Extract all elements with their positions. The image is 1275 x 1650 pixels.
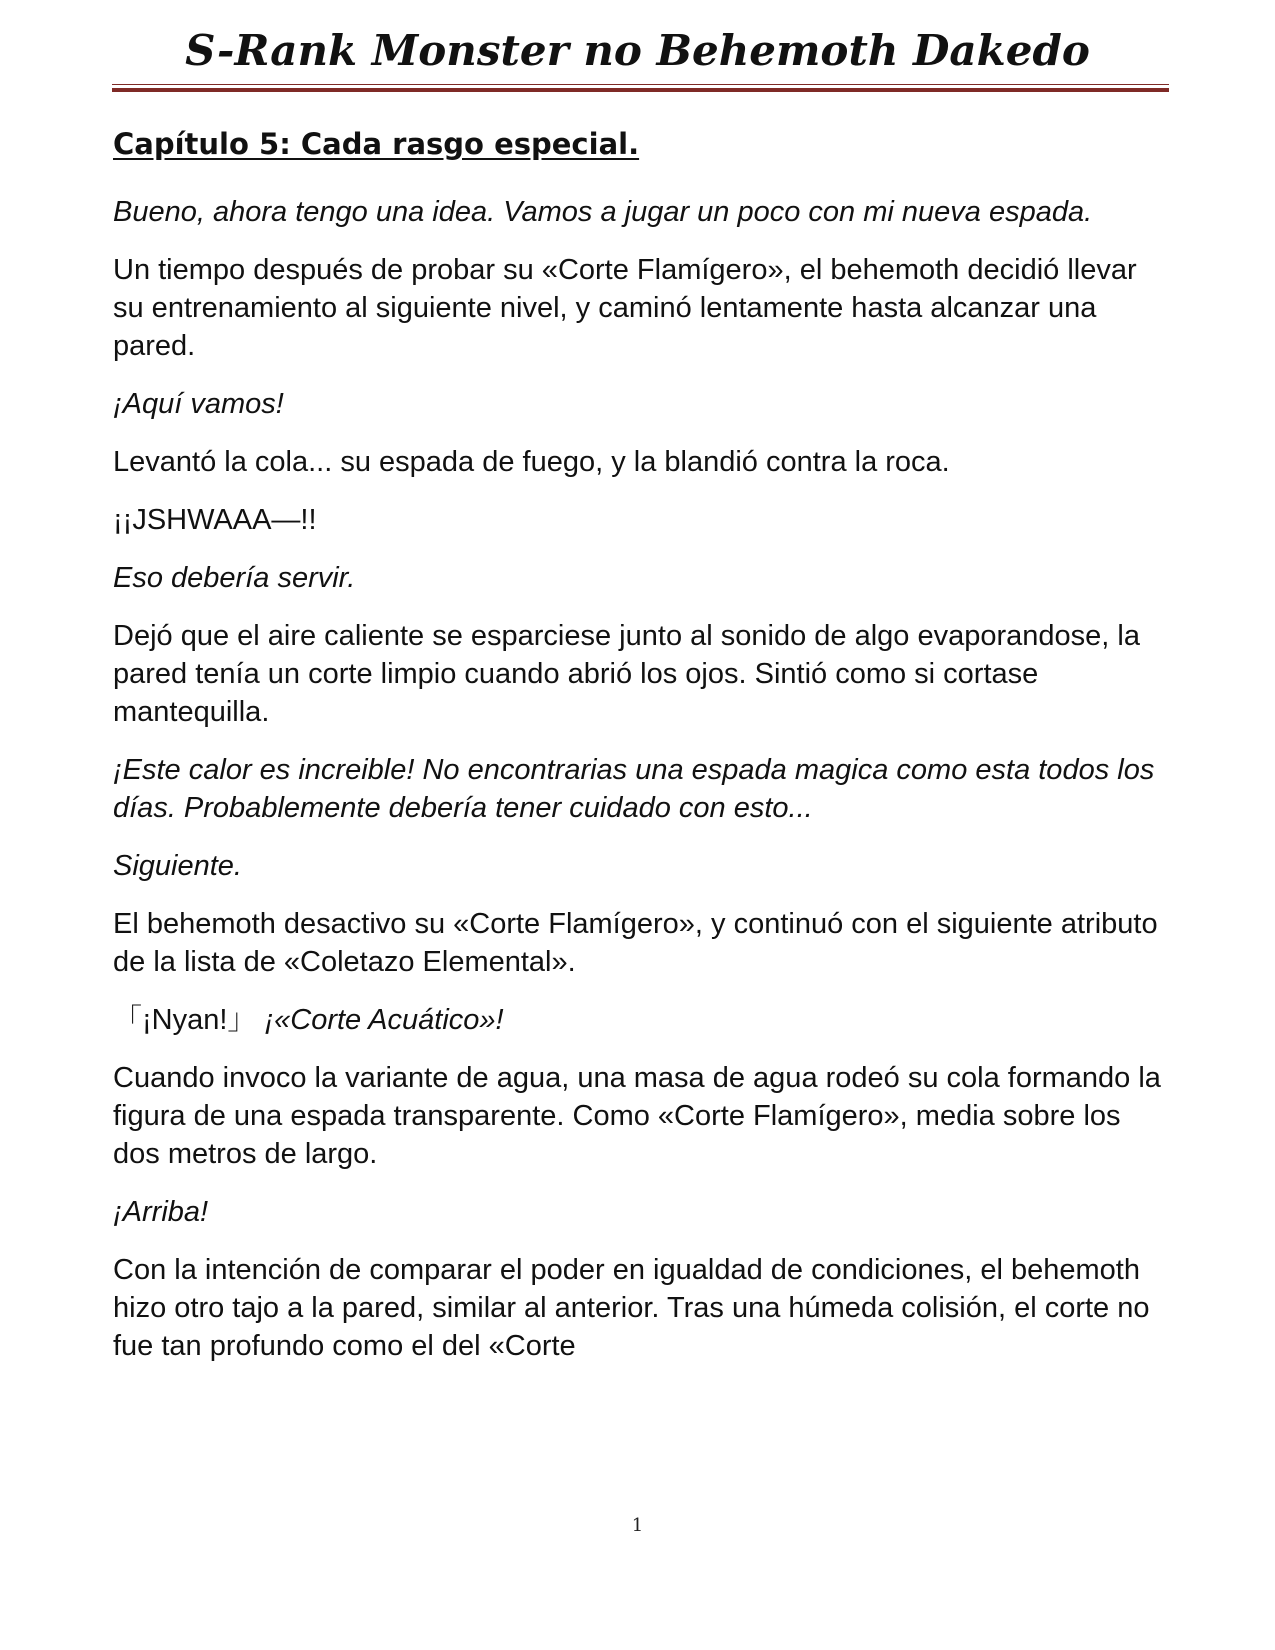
paragraph: Con la intención de comparar el poder en igualdad de condiciones, el behemoth hizo otro tajo a la pared, similar al anterior. Tras una húmeda colisión, el corte no fue tan profundo como el del «Corte xyxy=(113,1254,1158,1362)
paragraph: Levantó la cola... su espada de fuego, y la blandió contra la roca. xyxy=(113,446,950,478)
paragraph-dialogue xyxy=(113,1001,1173,1039)
paragraph-thought: Siguiente. xyxy=(113,850,242,882)
header-title: S-Rank Monster no Behemoth Dakedo xyxy=(185,26,1090,75)
paragraph-thought: ¡Aquí vamos! xyxy=(113,388,284,420)
paragraph: Un tiempo después de probar su «Corte Flamígero», el behemoth decidió llevar su entrenamiento al siguiente nivel, y caminó lentamente hasta alcanzar una pared. xyxy=(113,254,1145,362)
chapter-title: Capítulo 5: Cada rasgo especial. xyxy=(113,127,640,161)
header-rule-thin xyxy=(112,84,1169,85)
paragraph: El behemoth desactivo su «Corte Flamígero», y continuó con el siguiente atributo de la lista de «Coletazo Elemental». xyxy=(113,908,1166,978)
header-rule xyxy=(112,88,1169,92)
paragraph: Dejó que el aire caliente se esparciese junto al sonido de algo evaporandose, la pared tenía un corte limpio cuando abrió los ojos. Sintió como si cortase mantequilla. xyxy=(113,620,1149,728)
paragraph-thought: Bueno, ahora tengo una idea. Vamos a jugar un poco con mi nueva espada. xyxy=(113,196,1093,228)
page-number: 1 xyxy=(631,1515,644,1536)
paragraph-thought: ¡Arriba! xyxy=(113,1196,209,1228)
paragraph-thought: Eso debería servir. xyxy=(113,562,356,594)
paragraph-sound-effect: ¡¡JSHWAAA—!! xyxy=(113,504,317,536)
dialogue-spoken: 「¡Nyan!」 xyxy=(113,1004,257,1036)
paragraph: Cuando invoco la variante de agua, una masa de agua rodeó su cola formando la figura de una espada transparente. Como «Corte Flamígero», media sobre los dos metros de largo. xyxy=(113,1062,1169,1170)
body-text xyxy=(113,193,1173,1385)
paragraph-thought: ¡Este calor es increible! No encontrarias una espada magica como esta todos los días. Probablemente debería tener cuidado con esto... xyxy=(113,754,1163,824)
dialogue-thought: ¡«Corte Acuático»! xyxy=(264,1004,504,1036)
